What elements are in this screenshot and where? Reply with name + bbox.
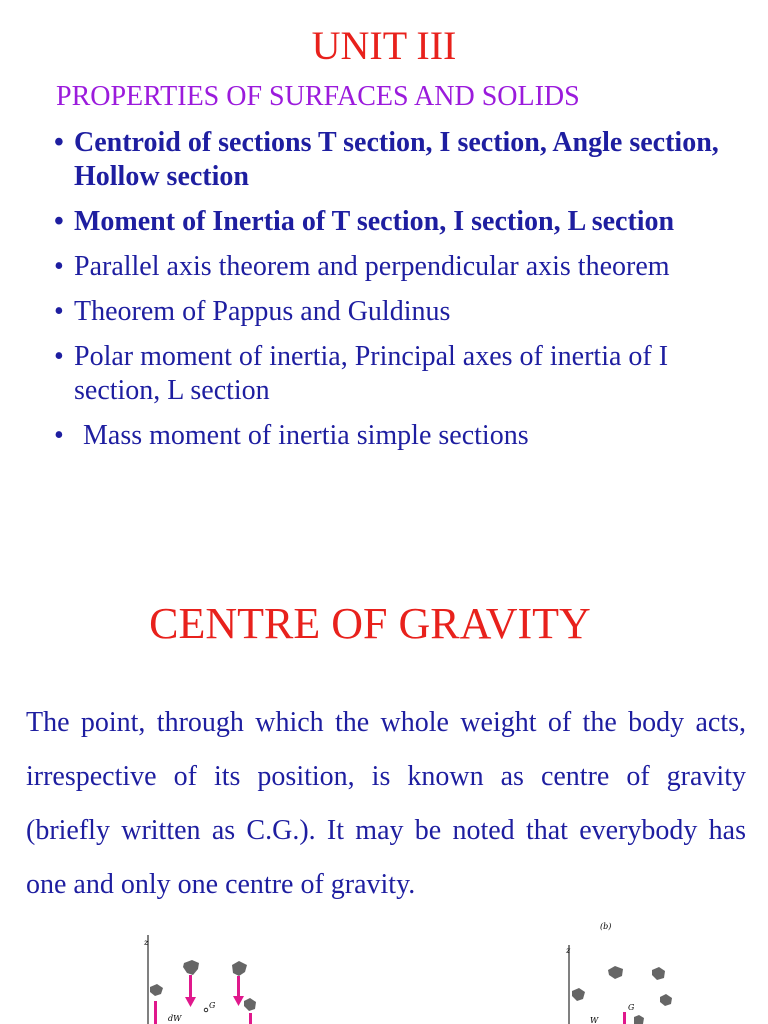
particle-shape [183,960,199,975]
weight-arrow-shaft [237,976,240,996]
particle-shape [608,966,623,979]
section-title: CENTRE OF GRAVITY [149,599,591,648]
z-axis-label: z [144,938,149,947]
weight-arrow-shaft [249,1013,252,1024]
particle-shape [244,998,256,1011]
cg-figure-left [140,915,280,1024]
topic-item: • Mass moment of inertia simple sections [52,419,752,453]
unit-title: UNIT III [311,23,457,68]
topic-item: • Theorem of Pappus and Guldinus [52,295,752,329]
weight-arrow-head [233,996,244,1006]
topic-item: • Polar moment of inertia, Principal axes of inertia of I section, L section [52,340,752,408]
weight-label: dW [168,1014,182,1023]
topic-item: • Parallel axis theorem and perpendicular axis theorem [52,250,752,284]
cg-label: G [209,1001,216,1010]
particle-shape [652,967,665,980]
weight-arrow-shaft [154,1001,157,1024]
weight-arrow-shaft [189,975,192,997]
particle-shape [572,988,585,1001]
particle-shape [634,1015,644,1024]
centre-of-gravity-point [204,1008,208,1012]
weight-arrow-shaft [623,1012,626,1024]
figure-part-label: (b) [600,922,612,931]
topic-item: • Centroid of sections T section, I section, Angle section, Hollow section [52,126,752,194]
weight-arrow-head [185,997,196,1007]
particle-shape [660,994,672,1006]
particle-shape [232,961,247,976]
particle-shape [150,984,163,996]
cg-figure-right [560,915,700,1024]
weight-label: W [590,1016,599,1024]
topic-list [52,126,752,464]
definition-paragraph: The point, through which the whole weight of the body acts, irrespective of its position, is known as centre of gravity (briefly written as C.G.). It may be noted that everybody has one and only one centre of gravity. [26,707,746,900]
topic-item: • Moment of Inertia of T section, I section, L section [52,205,752,239]
cg-label: G [628,1003,635,1012]
unit-subtitle: PROPERTIES OF SURFACES AND SOLIDS [56,81,580,112]
z-axis-label: z [566,946,571,955]
